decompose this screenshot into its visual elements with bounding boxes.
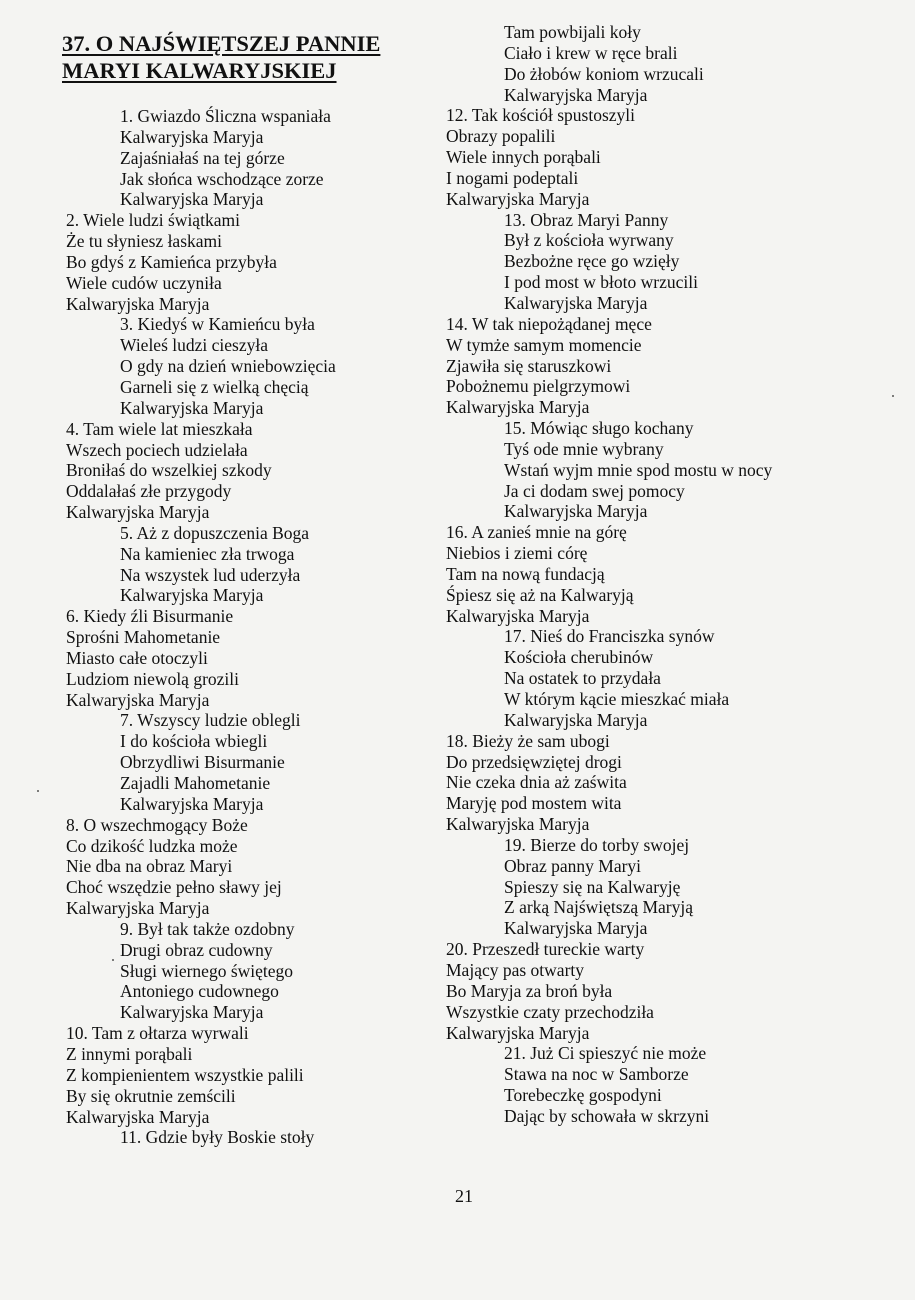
verse-line: 3. Kiedyś w Kamieńcu była xyxy=(120,314,315,335)
verse-line: Wszech pociech udzielała xyxy=(66,439,248,460)
verse-line: 20. Przeszedł tureckie warty xyxy=(446,939,645,960)
verse-line: Kalwaryjska Maryja xyxy=(446,814,590,835)
scan-speck xyxy=(892,395,894,397)
verse-line: Bo gdyś z Kamieńca przybyła xyxy=(66,251,277,272)
verse-line: Kalwaryjska Maryja xyxy=(504,918,648,939)
verse-line: 10. Tam z ołtarza wyrwali xyxy=(66,1023,249,1044)
verse-line: Obrzydliwi Bisurmanie xyxy=(120,752,285,773)
verse-line: Do żłobów koniom wrzucali xyxy=(504,63,704,84)
verse-line: Sługi wiernego świętego xyxy=(120,960,294,981)
verse-line: Kalwaryjska Maryja xyxy=(504,501,648,522)
verse-line: 19. Bierze do torby swojej xyxy=(504,834,690,855)
verse-line: Obraz panny Maryi xyxy=(504,855,642,876)
verse-line: Kalwaryjska Maryja xyxy=(66,1106,210,1127)
verse-line: By się okrutnie zemścili xyxy=(66,1085,236,1106)
verse-line: Był z kościoła wyrwany xyxy=(504,230,674,251)
verse-line: 6. Kiedy źli Bisurmanie xyxy=(66,606,234,627)
verse-line: Kalwaryjska Maryja xyxy=(446,605,590,626)
verse-line: W tymże samym momencie xyxy=(446,334,642,355)
verse-line: Antoniego cudownego xyxy=(120,981,279,1002)
verse-line: I pod most w błoto wrzucili xyxy=(504,272,698,293)
verse-line: Kalwaryjska Maryja xyxy=(66,689,210,710)
verse-line: Mający pas otwarty xyxy=(446,959,585,980)
verse-line: Wstań wyjm mnie spod mostu w nocy xyxy=(504,459,773,480)
verse-line: 4. Tam wiele lat mieszkała xyxy=(66,418,253,439)
verse-line: O gdy na dzień wniebowzięcia xyxy=(120,356,336,377)
verse-line: Spieszy się na Kalwaryję xyxy=(504,876,681,897)
verse-line: 9. Był tak także ozdobny xyxy=(120,918,295,939)
verse-line: Kalwaryjska Maryja xyxy=(446,397,590,418)
verse-line: Zajadli Mahometanie xyxy=(120,773,271,793)
verse-line: Tam powbijali koły xyxy=(504,22,641,42)
verse-line: Kalwaryjska Maryja xyxy=(120,397,264,418)
verse-line: Bezbożne ręce go wzięły xyxy=(504,251,680,272)
left-verse-column xyxy=(66,106,466,1148)
verse-line: 1. Gwiazdo Śliczna wspaniała xyxy=(120,106,331,126)
verse-line: Na kamieniec zła trwoga xyxy=(120,543,295,564)
verse-line: Ludziom niewolą grozili xyxy=(66,668,240,689)
verse-line: 12. Tak kościół spustoszyli xyxy=(446,105,636,126)
verse-line: Zjawiła się staruszkowi xyxy=(446,355,612,376)
verse-line: Niebios i ziemi córę xyxy=(446,543,588,564)
verse-line: 2. Wiele ludzi świątkami xyxy=(66,210,240,231)
verse-line: Jak słońca wschodzące zorze xyxy=(120,168,324,189)
verse-line: Kalwaryjska Maryja xyxy=(504,709,648,730)
verse-line: Pobożnemu pielgrzymowi xyxy=(446,376,631,397)
verse-line: Choć wszędzie pełno sławy jej xyxy=(66,877,282,898)
verse-line: Kalwaryjska Maryja xyxy=(504,292,648,313)
verse-line: Do przedsięwziętej drogi xyxy=(446,751,622,772)
verse-line: 21. Już Ci spieszyć nie może xyxy=(504,1043,707,1064)
verse-line: Z arką Najświętszą Maryją xyxy=(504,897,694,918)
verse-line: Dając by schowała w skrzyni xyxy=(504,1105,710,1126)
verse-line: 14. W tak niepożądanej męce xyxy=(446,313,652,334)
song-title-line-1: 37. O NAJŚWIĘTSZEJ PANNIE xyxy=(62,31,381,56)
scan-speck xyxy=(37,790,39,792)
verse-line: Kalwaryjska Maryja xyxy=(66,898,210,919)
verse-line: Garneli się z wielką chęcią xyxy=(120,376,309,397)
verse-line: 11. Gdzie były Boskie stoły xyxy=(120,1127,315,1148)
verse-line: Nie czeka dnia aż zaświta xyxy=(446,772,627,793)
page-number: 21 xyxy=(455,1186,473,1206)
verse-line: I nogami podeptali xyxy=(446,167,579,188)
song-title-line-2: MARYI KALWARYJSKIEJ xyxy=(62,58,337,83)
verse-line: 8. O wszechmogący Boże xyxy=(66,814,248,835)
scan-speck xyxy=(112,959,114,961)
verse-line: Z innymi porąbali xyxy=(66,1043,193,1064)
verse-line: Kalwaryjska Maryja xyxy=(120,1002,264,1023)
verse-line: Wiele cudów uczyniła xyxy=(66,272,222,293)
verse-line: Tam na nową fundacją xyxy=(446,563,605,584)
verse-line: Wszystkie czaty przechodziła xyxy=(446,1001,654,1022)
verse-line: 17. Nieś do Franciszka synów xyxy=(504,626,715,647)
verse-line: Ciało i krew w ręce brali xyxy=(504,42,678,63)
verse-line: 7. Wszyscy ludzie oblegli xyxy=(120,710,301,731)
verse-line: Na wszystek lud uderzyła xyxy=(120,564,301,585)
verse-line: Kalwaryjska Maryja xyxy=(120,189,264,210)
verse-line: 16. A zanieś mnie na górę xyxy=(446,522,627,543)
verse-line: Stawa na noc w Samborze xyxy=(504,1064,689,1085)
verse-line: Oddalałaś złe przygody xyxy=(66,481,232,502)
verse-line: Kalwaryjska Maryja xyxy=(66,293,210,314)
verse-line: Nie dba na obraz Maryi xyxy=(66,856,233,877)
verse-line: 13. Obraz Maryi Panny xyxy=(504,209,669,230)
verse-line: 5. Aż z dopuszczenia Boga xyxy=(120,522,310,543)
verse-line: Zajaśniałaś na tej górze xyxy=(120,147,285,168)
verse-line: Kościoła cherubinów xyxy=(504,647,654,668)
verse-line: 18. Bieży że sam ubogi xyxy=(446,730,610,751)
verse-line: Wiele innych porąbali xyxy=(446,147,601,168)
verse-line: Sprośni Mahometanie xyxy=(66,627,221,648)
song-title xyxy=(62,30,380,84)
verse-line: Kalwaryjska Maryja xyxy=(120,793,264,814)
verse-line: Wieleś ludzi cieszyła xyxy=(120,335,268,356)
verse-line: Tyś ode mnie wybrany xyxy=(504,438,664,459)
verse-line: Drugi obraz cudowny xyxy=(120,939,273,960)
verse-line: Kalwaryjska Maryja xyxy=(120,585,264,606)
verse-line: Broniłaś do wszelkiej szkody xyxy=(66,460,272,481)
verse-line: Ja ci dodam swej pomocy xyxy=(504,480,685,501)
verse-line: Bo Maryja za broń była xyxy=(446,980,613,1001)
verse-line: Maryję pod mostem wita xyxy=(446,793,622,814)
verse-line: 15. Mówiąc sługo kochany xyxy=(504,418,694,439)
verse-line: Z kompienientem wszystkie palili xyxy=(66,1064,304,1085)
verse-line: W którym kącie mieszkać miała xyxy=(504,689,730,709)
verse-line: Kalwaryjska Maryja xyxy=(446,188,590,209)
verse-line: Kalwaryjska Maryja xyxy=(120,126,264,147)
verse-line: Na ostatek to przydała xyxy=(504,668,661,689)
verse-line: Kalwaryjska Maryja xyxy=(66,502,210,523)
verse-line: Miasto całe otoczyli xyxy=(66,647,208,668)
right-verse-column xyxy=(446,22,846,1127)
verse-line: Śpiesz się aż na Kalwaryją xyxy=(446,584,634,605)
verse-line: Kalwaryjska Maryja xyxy=(504,84,648,105)
verse-line: Obrazy popalili xyxy=(446,126,556,147)
verse-line: I do kościoła wbiegli xyxy=(120,731,268,752)
verse-line: Torebeczkę gospodyni xyxy=(504,1085,662,1106)
verse-line: Że tu słyniesz łaskami xyxy=(66,231,223,252)
verse-line: Co dzikość ludzka może xyxy=(66,835,238,856)
verse-line: Kalwaryjska Maryja xyxy=(446,1022,590,1043)
